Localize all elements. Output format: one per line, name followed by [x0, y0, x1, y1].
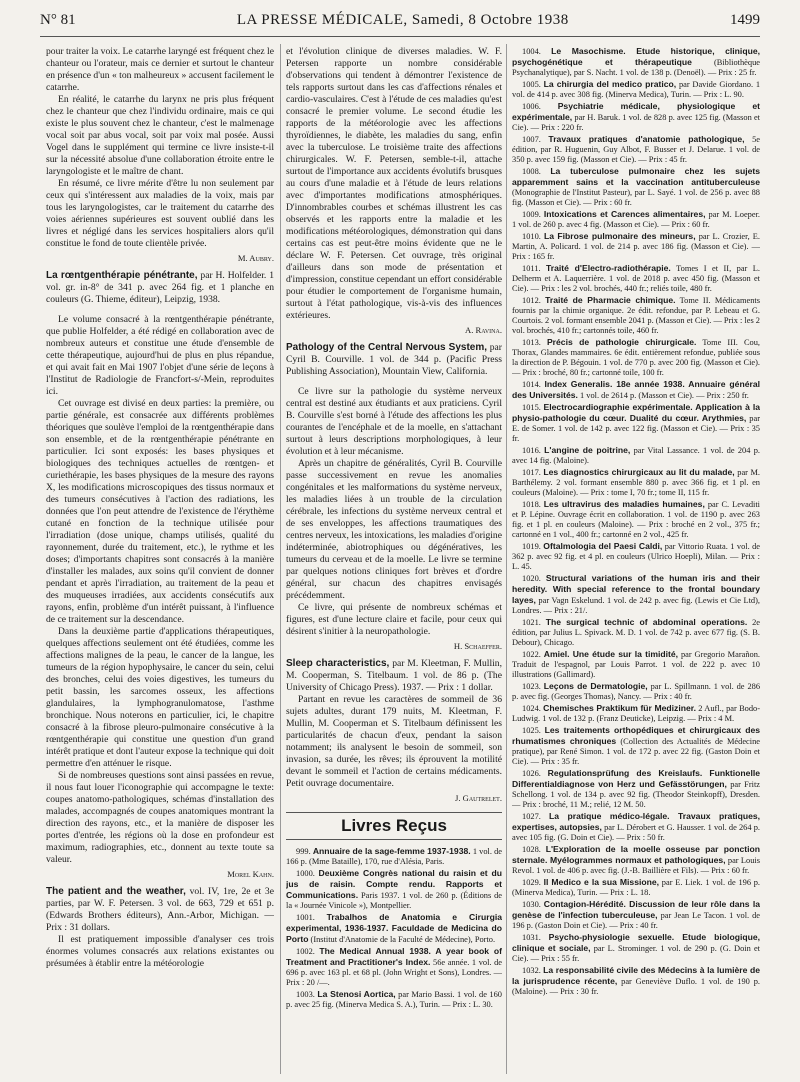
paragraph: Si de nombreuses questions sont ainsi passées en revue, il nous faut louer l'iconographie qui accompagne le texte: coupes anatomo-pathologiques, schémas d'installation des malades, accompagnés de coupes anatomiques montrant la direction des rayons, etc., et la manière de disposer les portes d'entrée, les régions où la dose en profondeur est maximum, radiographies, etc., donnent au texte toute sa valeur. — [46, 770, 274, 865]
entry-details: Paris 1937. 1 vol. de 260 p. (Éditions de la « Journée Vinicole »), Montpellier. — [286, 891, 502, 910]
paragraph: Ce livre, qui présente de nombreux schémas et figures, est d'une lecture claire et facile, pour ceux qui désirent s'initier à la neuropathologie. — [286, 602, 502, 637]
entry-title: Travaux pratiques d'anatomie pathologique, — [548, 134, 745, 144]
entry-details: 2 Aufl., par Bodo-Ludwig. 1 vol. de 132 p. (Franz Deuticke), Leipzig. — Prix : 4 M. — [512, 704, 760, 723]
entry-number: 1013. — [522, 338, 541, 347]
entry-title: Précis de pathologie chirurgicale. — [546, 337, 697, 347]
entry-details: par Louis Revol. 1 vol. de 406 p. avec fig. (J.-B. Baillière et Fils). — Prix : 60 fr. — [512, 856, 760, 875]
entry-title: Les ultravirus des maladies humaines, — [543, 499, 705, 509]
paragraph: Le volume consacré à la rœntgenthérapie pénétrante, que publie Holfelder, a été rédigé en collaboration avec de nombreux auteurs et constitue une étude d'ensemble de cette thérapeutique, aujourd'hui de plus en plus répandue, et qui avait fait en Mai 1907 l'objet d'une série de leçons à l'Institut de Radiologie de Francfort-s/-Mein, reproduites ici. — [46, 314, 274, 397]
entry-title: Il Medico e la sua Missione, — [543, 877, 660, 887]
list-item — [286, 912, 502, 945]
review-heading — [286, 342, 502, 378]
entry-title: Index Generalis. 18e année 1938. Annuaire général des Universités. — [512, 379, 760, 400]
reviewer-signature: J. Gautrelet. — [455, 793, 502, 803]
review-heading — [46, 886, 274, 934]
list-item — [286, 868, 502, 911]
paragraph: Cet ouvrage est divisé en deux parties: la première, ou partie générale, est consacrée aux différents problèmes théoriques que soulève l'emploi de la rœntgenthérapie dans son ensemble, et de la rœntgenthérapie pénétrante en particulier. Ici sont exposés: les bases physiques et biologiques des techniques actuelles de rœntgen- et curiethérapie, les bases physiques de la mesure des rayons X, les modifications microscopiques des tissus normaux et des tumeurs consécutives à l'action des radiations, les données que l'on peut attendre de l'existence de l'érythème cutané en fonction de la technique utilisée pour l'irradiation (dose unique, champs utilisés, qualité du rayonnement, durée du traitement, etc.), le rythme et les doses; d'importants chapitres sont consacrés à la manière d'installer les malades, aux soins qu'il convient de donner pendant et après l'irradiation, au traitement de la peau et des muqueuses irradiées, aux accidents consécutifs aux rayons, enfin, problème d'un intérêt puissant, à l'influence de ce traitement sur la descendance. — [46, 398, 274, 625]
entry-title: La responsabilité civile des Médecins à la lumière de la jurisprudence récente, — [512, 965, 760, 986]
books-received-list — [286, 846, 502, 1010]
column-right — [512, 46, 760, 1074]
reviewer-signature: A. Ravina. — [465, 325, 502, 335]
entry-number: 1028. — [522, 845, 541, 854]
entry-details: 5e édition, par R. Huguenin, Guy Albot, F. Busser et J. Delarue. 1 vol. de 350 p. avec 159 fig. (Masson et Cie). — Prix : 45 fr. — [512, 135, 760, 164]
list-item — [512, 811, 760, 843]
entry-number: 1000. — [296, 869, 315, 878]
entry-title: Deuxième Congrès national du raisin et du jus de raisin. Compte rendu. Rapports et Communications. — [286, 868, 502, 900]
entry-details: 1 vol. de 2614 p. (Masson et Cie). — Prix : 250 fr. — [580, 391, 749, 400]
entry-title: The surgical technic of abdominal operations. — [545, 617, 748, 627]
list-item — [512, 681, 760, 702]
list-item — [512, 573, 760, 616]
entry-number: 1012. — [522, 296, 541, 305]
list-item — [512, 46, 760, 78]
entry-title: Traité d'Electro-radiothérapie. — [546, 263, 671, 273]
list-item — [512, 965, 760, 997]
entry-title: Annuaire de la sage-femme 1937-1938. — [312, 846, 471, 856]
entry-title: Contagion-Hérédité. Discussion de leur rôle dans la genèse de l'infection tuberculeuse, — [512, 899, 760, 920]
entry-title: Les diagnostics chirurgicaux au lit du malade, — [543, 467, 735, 477]
list-item — [512, 899, 760, 931]
entry-details: par M. Barthélemy. 2 vol. formant ensemble 880 p. avec 366 fig. et 1 pl. en couleurs (Maloine). — Prix : tome I, 70 fr.; tome II, 115 fr. — [512, 468, 760, 497]
entry-details: par Vital Lassance. 1 vol. de 204 p. avec 14 fig. (Maloine). — [512, 446, 760, 465]
list-item — [512, 231, 760, 262]
reviewer-signature: Morel Kahn. — [227, 869, 274, 879]
books-received-list — [512, 46, 760, 997]
list-item — [512, 877, 760, 898]
entry-details: par H. Baruk. 1 vol. de 828 p. avec 125 fig. (Masson et Cie). — Prix : 220 fr. — [512, 113, 760, 132]
reviewer-signature: H. Schaeffer. — [453, 641, 502, 651]
entry-details: par E. de Somer. 1 vol. de 142 p. avec 122 fig. (Masson et Cie). — Prix : 35 fr. — [512, 414, 760, 443]
list-item — [512, 79, 760, 100]
list-item — [512, 101, 760, 133]
review-title: La rœntgenthérapie pénétrante, — [46, 270, 198, 281]
list-item — [512, 166, 760, 208]
entry-title: L'Exploration de la moelle osseuse par ponction sternale. Myélogrammes normaux et pathologiques, — [512, 844, 760, 865]
list-item — [512, 263, 760, 294]
entry-title: The Medical Annual 1938. A year book of Treatment and Practitioner's Index. — [286, 946, 502, 967]
entry-details: par Geneviève Duflo. 1 vol. de 190 p. (Maloine). — Prix : 30 fr. — [512, 977, 760, 996]
entry-number: 1021. — [522, 618, 541, 627]
review-meta: par M. Kleetman, F. Mullin, M. Cooperman, S. Titelbaum. 1 vol. de 86 p. (The University of Chicago Press). 1937. — Prix : 1 dollar. — [286, 658, 502, 693]
page-number: 1499 — [729, 12, 760, 28]
entry-number: 1027. — [522, 812, 541, 821]
entry-title: Psychiatrie médicale, physiologique et expérimentale, — [512, 101, 760, 122]
entry-number: 1001. — [296, 913, 315, 922]
entry-details: par C. Levaditi et P. Lépine. Ouvrage écrit en collaboration. 1 vol. de 1190 p. avec 263 fig. et 1 pl. en couleurs (Maloine). — Prix : broché en 2 vol., 375 fr.; cartonné en 1 vol., 400 fr.; cartonné en 2 vol., 425 fr. — [512, 500, 760, 539]
entry-title: Leçons de Dermatologie, — [543, 681, 648, 691]
entry-number: 1006. — [522, 102, 541, 111]
entry-number: 1004. — [522, 47, 541, 56]
entry-details: par Davide Giordano. 1 vol. de 414 p. avec 308 fig. (Minerva Medica), Turin. — Prix : L. 90. — [512, 80, 760, 99]
list-item — [512, 932, 760, 964]
list-item — [286, 946, 502, 988]
entry-title: Trabalhos de Anatomia e Cirurgia experimental, 1936-1937. Faculdade de Medicina do Porto — [286, 912, 502, 944]
review-title: Sleep characteristics, — [286, 658, 390, 669]
section-heading — [286, 812, 502, 840]
review-meta: par Cyril B. Courville. 1 vol. de 344 p. (Pacific Press Publishing Association), Mountain View, California. — [286, 342, 502, 377]
paragraph: En réalité, le catarrhe du larynx ne pris plus fréquent chez le chanteur que chez l'individu ordinaire, mais ce qui existe le plus souvent chez le chanteur, c'est le malmenage vocal soit par abus vocal, soit par voix mal posée. Aussi Vogel dans le supplément qui termine ce livre insiste-t-il sur la nécessité absolue d'une collaboration étroite entre le laryngologiste et le maître de chant. — [46, 94, 274, 177]
list-item — [512, 844, 760, 876]
list-item — [512, 725, 760, 767]
entry-details: (Bibliothèque Psychanalytique), par S. Nacht. 1 vol. de 138 p. (Denoël). — Prix : 25 fr. — [512, 58, 760, 77]
list-item — [512, 209, 760, 230]
entry-details: Tomes I et II, par L. Delherm et A. Laquerrière. 1 vol. de 2018 p. avec 450 fig. (Masson et Cie). — Prix : les 2 vol. brochés, 440 fr.; reliés toile, 480 fr. — [512, 264, 760, 293]
entry-number: 1003. — [296, 990, 315, 999]
entry-number: 1002. — [296, 947, 315, 956]
entry-details: 1 vol. de 166 p. (Mme Bataille), 170, rue d'Alésia, Paris. — [286, 847, 502, 866]
paragraph: et l'évolution clinique de diverses maladies. W. F. Petersen rapporte un nombre considérable d'observations qui tendent à démontrer l'existence de tels rapports surtout dans les cas d'affections rénales et cardio-vasculaires. C'est à l'étude de ces maladies qu'est consacré le premier volume. Le second étudie les rapports de la météorologie avec les affections thyroïdiennes, le diabète, les maladies du sang, enfin avec la tuberculose. Le troisième traite des affections chirurgicales. W. F. Petersen, semble-t-il, attache surtout de l'importance aux accidents évolutifs brusques au cours d'une maladie et à l'étude de leurs relations avec d'importantes modifications atmosphériques. D'innombrables courbes et schémas illustrent les cas observés et les rapports entre la maladie et les modifications météorologiques, démonstration qui dans certains cas est peut-être moins évidente que ne le déclare W. F. Petersen. Cet ouvrage, très original d'ailleurs dans son mode de présentation et d'impression, constitue cependant un effort considérable pour étudier le comportement de l'organisme humain, surtout à l'état pathologique, vis-à-vis des influences extérieures. — [286, 46, 502, 321]
entry-details: par Gregorio Marañon. Traduit de l'espagnol, par Louis Parrot. 1 vol. de 222 p. avec 10 illustrations (Gallimard). — [512, 650, 760, 679]
paragraph: En résumé, ce livre mérite d'être lu non seulement par ceux qui s'intéressent aux maladies de la voix, mais par tous les laryngologistes, car le traitement du catarrhe des voies aériennes supérieures est souvent oublié dans les livres et négligé dans les services hospitaliers alors qu'il constitue le fond de toute clientèle privée. — [46, 178, 274, 249]
reviewer-signature: M. Aubry. — [237, 253, 274, 263]
entry-details: par Fritz Schellong. 1 vol. de 134 p. avec 92 fig. (Theodor Steinkopff), Dresden. — Prix : broché, 11 M.; relié, 12 M. 50. — [512, 780, 760, 809]
list-item — [512, 379, 760, 401]
entry-details: 2e édition, par Julius L. Spivack. M. D. 1 vol. de 742 p. avec 677 fig. (S. B. Debour), Chicago. — [512, 618, 760, 647]
list-item — [286, 989, 502, 1010]
issue-number: N° 81 — [40, 12, 76, 28]
review-title: The patient and the weather, — [46, 886, 186, 897]
list-item — [512, 617, 760, 648]
entry-details: (Institut d'Anatomie de la Faculté de Médecine), Porto. — [310, 935, 496, 944]
entry-details: par L. Strominger. 1 vol. de 290 p. (G. Doin et Cie). — Prix : 55 fr. — [512, 944, 760, 963]
entry-number: 1025. — [522, 726, 541, 735]
entry-number: 1014. — [522, 380, 541, 389]
header-rule — [40, 36, 760, 37]
list-item — [512, 467, 760, 498]
entry-number: 1015. — [522, 403, 541, 412]
list-item — [512, 402, 760, 444]
entry-title: Psycho-physiologie sexuelle. Etude biologique, clinique et sociale, — [512, 932, 760, 953]
entry-details: par Vagn Eskelund. 1 vol. de 242 p. avec fig. (Lewis et Cie Ltd), Londres. — Prix : 21/. — [512, 596, 760, 615]
entry-title: Intoxications et Carences alimentaires, — [543, 209, 706, 219]
entry-number: 1017. — [522, 468, 541, 477]
column-divider — [280, 44, 281, 1074]
entry-number: 1018. — [522, 500, 541, 509]
entry-details: par L. Dérobert et G. Hausser. 1 vol. de 264 p. avec 105 fig. (G. Doin et Cie). — Prix : 50 fr. — [512, 823, 760, 842]
entry-title: Amiel. Une étude sur la timidité, — [543, 649, 679, 659]
section-title: Livres Reçus — [341, 816, 447, 835]
entry-title: La Fibrose pulmonaire des mineurs, — [543, 231, 696, 241]
entry-title: La Stenosi Aortica, — [317, 989, 396, 999]
list-item — [512, 295, 760, 336]
list-item — [512, 541, 760, 572]
entry-number: 1011. — [522, 264, 541, 273]
entry-details: par L. Crozier, E. Martin, A. Policard. 1 vol. de 214 p. avec 186 fig. (Masson et Cie). — Prix : 165 fr. — [512, 232, 760, 261]
entry-title: L'angine de poitrine, — [544, 445, 631, 455]
entry-details: par Vittorio Ruata. 1 vol. de 362 p. avec 92 fig. et 4 pl. en couleurs (Ulrico Hoepli), Milan. — Prix : L. 45. — [512, 542, 760, 571]
list-item — [512, 499, 760, 540]
entry-details: par M. Loeper. 1 vol. de 260 p. avec 4 fig. (Masson et Cie). — Prix : 60 fr. — [512, 210, 760, 229]
entry-details: Tome II. Médicaments fournis par la chimie organique. 2e édit. refondue, par P. Lebeau et G. Courtois. 2 vol. formant ensemble 2041 p. (Masson et Cie). — Prix : les 2 vol. brochés, 410 fr.; cartonnés toile, 460 fr. — [512, 296, 760, 335]
entry-details: par E. Liek. 1 vol. de 196 p. (Minerva Medica), Turin. — Prix : L. 18. — [512, 878, 760, 897]
paragraph: Partant en revue les caractères de sommeil de 36 sujets adultes, durant 179 nuits, M. Kleetman, F. Mullin, M. Cooperman et S. Titelbaum définissent les particularités de chacun d'eux, pendant la saison notamment; ils analysent le besoin de sommeil, son invasion, sa durée, les rêves; ils éprouvent la motilité devant le sommeil et l'action de certains médicaments. Petit ouvrage documentaire. — [286, 694, 502, 789]
column-middle — [286, 46, 502, 1074]
review-title: Pathology of the Central Nervous System, — [286, 342, 488, 353]
entry-number: 1029. — [522, 878, 541, 887]
journal-title: LA PRESSE MÉDICALE, Samedi, 8 Octobre 1938 — [236, 12, 569, 28]
entry-title: La pratique médico-légale. Travaux pratiques, expertises, autopsies, — [512, 811, 760, 832]
entry-title: Le Masochisme. Etude historique, clinique, psychogénétique et thérapeutique — [512, 46, 760, 67]
entry-title: Chemisches Praktikum für Mediziner. — [543, 703, 697, 713]
entry-number: 1031. — [522, 933, 541, 942]
list-item — [512, 649, 760, 680]
entry-title: Traité de Pharmacie chimique. — [545, 295, 676, 305]
entry-title: Structural variations of the human iris and their heredity. With special reference to the frontal boundary layes, — [512, 573, 760, 605]
entry-number: 1005. — [522, 80, 541, 89]
entry-title: La tuberculose pulmonaire chez les sujets apparemment sains et la vaccination antituberculeuse — [512, 166, 760, 187]
entry-number: 999. — [296, 847, 311, 856]
column-divider — [506, 44, 507, 1074]
entry-details: (Monographie de l'Institut Pasteur), par L. Sayé. 1 vol. de 256 p. avec 88 fig. (Masson et Cie). — Prix : 60 fr. — [512, 188, 760, 207]
review-heading — [286, 658, 502, 694]
entry-title: La chirurgia del medico pratico, — [543, 79, 677, 89]
list-item — [512, 703, 760, 724]
entry-title: Electrocardiographie expérimentale. Application à la physio-pathologie du cœur. Dualité du cœur. Arythmies, — [512, 402, 760, 423]
entry-details: Tome III. Cou, Thorax, Glandes mammaires. 6e édit. entièrement refondue, publiée sous la direction de P. Bégouin. 1 vol. de 770 p. avec 200 fig. (Masson et Cie). — Prix : broché, 80 fr.; cartonné toile, 100 fr. — [512, 338, 760, 377]
list-item — [512, 445, 760, 466]
paragraph: Dans la deuxième partie d'applications thérapeutiques, quelques affections seulement ont été étudiées, comme les affections malignes de la peau, le cancer de la langue, les tumeurs de la région hypophysaire, le cancer du sein, celui des bronches, celui des voies digestives, les tumeurs du petit bassin, les sarcomes osseux, les affections glandulaires, la lymphogranulomatose, l'asthme bronchique. Nous noterons en particulier, ici, le chapitre consacré à la fibrose pleuro-pulmonaire consécutive à la rœntgenthérapie qui constitue une question d'un grand intérêt pratique et dont l'auteur expose la technique qui doit permettre d'en atténuer le risque. — [46, 626, 274, 769]
entry-details: par Jean Le Tacon. 1 vol. de 196 p. (Gaston Doin et Cie). — Prix : 40 fr. — [512, 911, 760, 930]
list-item — [512, 337, 760, 378]
entry-details: par Mario Bassi. 1 vol. de 160 p. avec 25 fig. (Minerva Medica S. A.), Turin. — Prix : L. 30. — [286, 990, 502, 1009]
review-meta: par H. Holfelder. 1 vol. gr. in-8° de 341 p. avec 264 fig. et 1 planche en couleurs (G. Thieme, éditeur), Leipzig, 1938. — [46, 270, 274, 305]
entry-details: (Collection des Actualités de Médecine pratique), par René Simon. 1 vol. de 172 p. avec 22 fig. (Gaston Doin et Cie). — Prix : 35 fr. — [512, 737, 760, 766]
page-header — [40, 12, 760, 34]
paragraph: Il est pratiquement impossible d'analyser ces trois énormes volumes consacrés aux relations existantes ou présumées à établir entre la météorologie — [46, 934, 274, 969]
entry-number: 1026. — [522, 769, 541, 778]
entry-details: 56e année. 1 vol. de 696 p. avec 163 pl. et 68 pl. (John Wright et Sons), Londres. — Prix : 20 /—. — [286, 958, 502, 987]
entry-number: 1022. — [522, 650, 541, 659]
paragraph: Après un chapitre de généralités, Cyril B. Courville passe successivement en revue les anomalies congénitales et les malformations du système nerveux, les maladies liées à un trouble de la circulation cérébrale, les infections du système nerveux central et de ses enveloppes, les affections traumatiques des centres nerveux, les intoxications, les maladies d'origine indéterminée, abiotrophiques ou dégénératives, les tumeurs du cerveau et de la moelle. Le livre se termine par quelques notions cliniques fort brèves et d'ordre général, sur chacun des chapitres envisagés précédemment. — [286, 458, 502, 601]
entry-number: 1010. — [522, 232, 541, 241]
entry-number: 1032. — [522, 966, 541, 975]
entry-number: 1024. — [522, 704, 541, 713]
entry-title: Regulationsprüfung des Kreislaufs. Funktionelle Differentialdiagnose von Herz und Gefässtörungen, — [512, 768, 760, 789]
entry-title: Oftalmologia del Paesi Caldi, — [543, 541, 663, 551]
paragraph: Ce livre sur la pathologie du système nerveux central est destiné aux étudiants et aux praticiens. Cyril B. Courville s'est borné à l'étude des affections les plus courantes de l'encéphale et de la moelle, en s'attachant surtout à leurs descriptions morphologiques, à leur évolution et à leur mécanisme. — [286, 386, 502, 457]
entry-number: 1023. — [522, 682, 541, 691]
entry-details: par L. Spillmann. 1 vol. de 286 p. avec fig. (Georges Thomas), Nancy. — Prix : 40 fr. — [512, 682, 760, 701]
list-item — [512, 134, 760, 165]
entry-number: 1007. — [522, 135, 541, 144]
entry-number: 1009. — [522, 210, 541, 219]
entry-title: Les traitements orthopédiques et chirurgicaux des rhumatismes chroniques — [512, 725, 760, 746]
column-left — [46, 46, 274, 1074]
entry-number: 1008. — [522, 167, 541, 176]
review-meta: vol. IV, 1re, 2e et 3e parties, par W. F. Petersen. 3 vol. de 663, 729 et 651 p. (Edwards Brothers éditeurs), Ann.-Arbor, Michigan. — Prix : 31 dollars. — [46, 886, 274, 933]
entry-number: 1019. — [522, 542, 541, 551]
entry-number: 1020. — [522, 574, 541, 583]
entry-number: 1016. — [522, 446, 541, 455]
entry-number: 1030. — [522, 900, 541, 909]
review-heading — [46, 270, 274, 306]
list-item — [286, 846, 502, 867]
paragraph: pour traiter la voix. Le catarrhe laryngé est fréquent chez le chanteur ou l'orateur, mais ce dernier et surtout le chanteur en présence d'un « ton malheureux » accusent facilement le catarrhe. — [46, 46, 274, 93]
list-item — [512, 768, 760, 810]
